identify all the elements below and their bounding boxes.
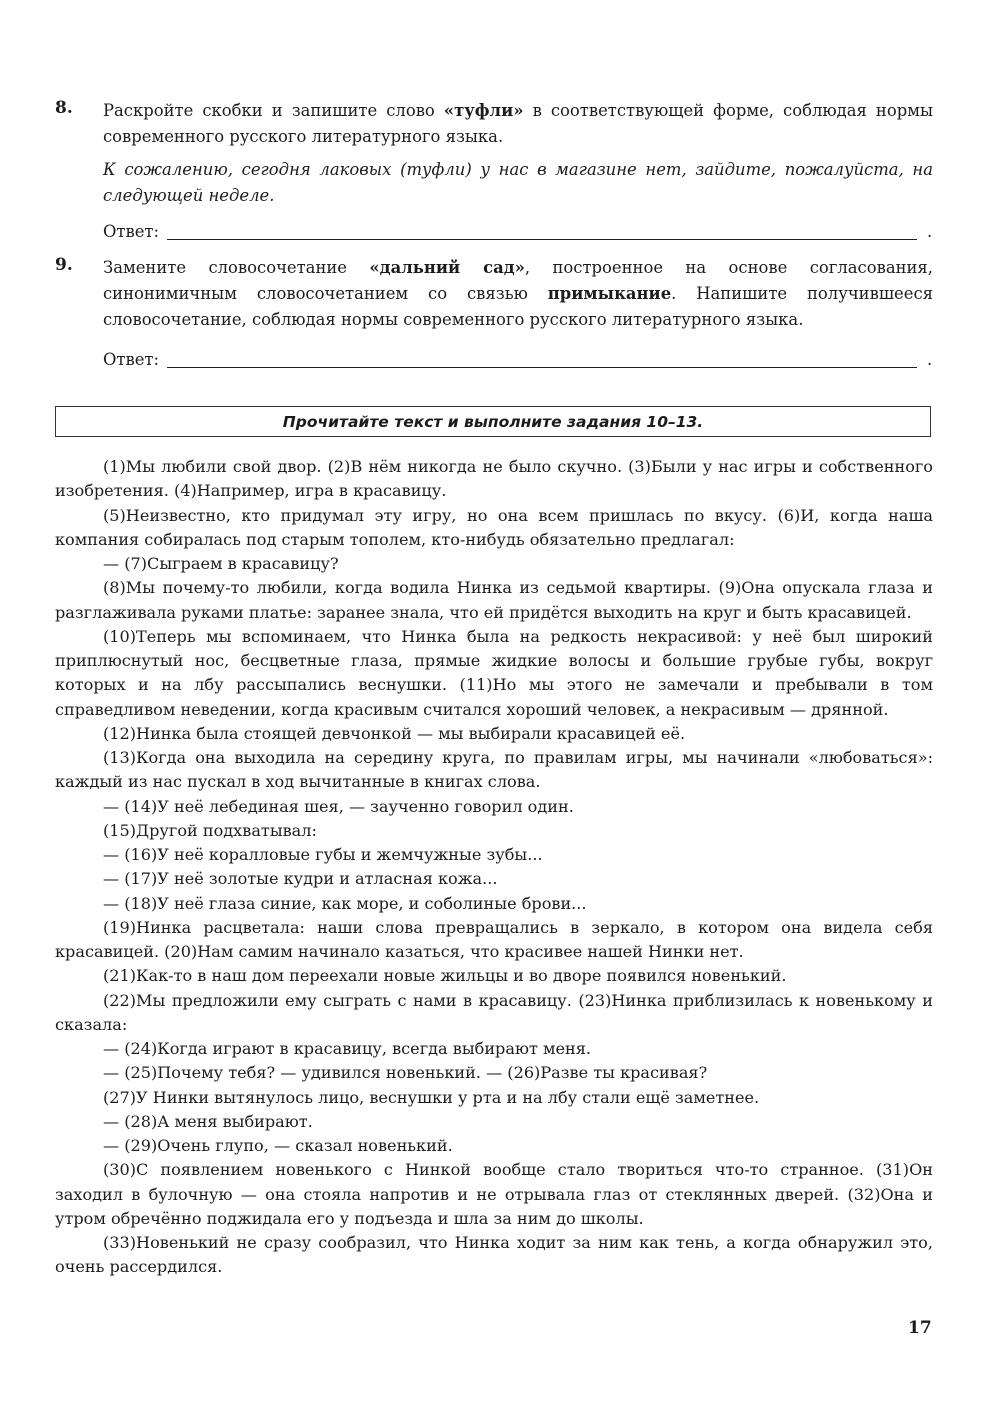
text-paragraph: (27)У Нинки вытянулось лицо, веснушки у рта и на лбу стали ещё заметнее.: [103, 1087, 760, 1107]
task-9-answer-row: [103, 347, 933, 373]
task-8-sentence: К сожалению, сегодня лаковых (туфли) у нас в магазине нет, зайдите, пожалуйста, на следующей неделе.: [103, 160, 933, 205]
task-8-answer-label: Ответ:: [103, 222, 160, 241]
task-8-question: [103, 98, 933, 150]
task-9-answer-end: .: [927, 350, 933, 369]
reading-instruction-banner: Прочитайте текст и выполните задания 10–13.: [55, 406, 931, 437]
task-9: [55, 255, 933, 373]
task-9-answer-field[interactable]: [167, 366, 917, 368]
task-9-question-part: Замените словосочетание: [103, 258, 370, 277]
task-9-question: [103, 255, 933, 333]
text-paragraph: — (28)А меня выбирают.: [103, 1111, 313, 1131]
text-paragraph: — (18)У неё глаза синие, как море, и соболиные брови...: [103, 893, 587, 913]
task-9-keyword: «дальний сад»: [369, 258, 525, 277]
text-paragraph: (8)Мы почему-то любили, когда водила Нинка из седьмой квартиры. (9)Она опускала глаза и разглаживала руками платье: заранее знала, что ей придётся выходить на круг и быть красавицей.: [55, 578, 933, 622]
text-paragraph: (21)Как-то в наш дом переехали новые жильцы и во дворе появился новенький.: [103, 966, 787, 986]
text-paragraph: (1)Мы любили свой двор. (2)В нём никогда не было скучно. (3)Были у нас игры и собственного изобретения. (4)Например, игра в красавицу.: [55, 457, 933, 501]
text-paragraph: — (16)У неё коралловые губы и жемчужные зубы...: [103, 845, 543, 864]
text-paragraph: — (29)Очень глупо, — сказал новенький.: [103, 1136, 453, 1155]
task-8-answer-row: [103, 219, 933, 245]
task-9-keyword: примыкание: [547, 284, 672, 303]
task-8-question-part: Раскройте скобки и запишите слово: [103, 101, 444, 120]
text-paragraph: (30)С появлением новенького с Нинкой вообще стало твориться что-то странное. (31)Он заходил в булочную — она стояла напротив и не отрывала глаз от стеклянных дверей. (32)Она и утром обречённо поджидала его у подъезда и шла за ним до школы.: [55, 1160, 933, 1228]
text-paragraph: — (7)Сыграем в красавицу?: [103, 554, 339, 573]
text-paragraph: (15)Другой подхватывал:: [103, 820, 317, 840]
task-8-question-part: в соответствующей форме, соблюдая нормы современного русского литературного языка.: [103, 101, 933, 146]
task-9-answer-label: Ответ:: [103, 350, 160, 369]
reading-text: [55, 455, 933, 1280]
text-paragraph: (12)Нинка была стоящей девчонкой — мы выбирали красавицей её.: [103, 723, 686, 743]
text-paragraph: — (25)Почему тебя? — удивился новенький. — (26)Разве ты красивая?: [103, 1063, 708, 1083]
text-paragraph: (10)Теперь мы вспоминаем, что Нинка была на редкость некрасивой: у неё был широкий приплюснутый нос, бесцветные глаза, прямые жидкие волосы и большие грубые губы, вокруг которых и на лбу рассыпались веснушки. (11)Но мы этого не замечали и пребывали в том справедливом неведении, когда красивым считался хороший человек, а некрасивым — дрянной.: [55, 626, 933, 719]
text-paragraph: (19)Нинка расцветала: наши слова превращались в зеркало, в котором она видела себя красавицей. (20)Нам самим начинало казаться, что красивее нашей Нинки нет.: [55, 917, 933, 961]
text-paragraph: — (14)У неё лебединая шея, — заученно говорил один.: [103, 796, 574, 816]
task-9-question-part: . Напишите получившееся словосочетание, соблюдая нормы современного русского литературного языка.: [103, 284, 933, 329]
text-paragraph: (5)Неизвестно, кто придумал эту игру, но она всем пришлась по вкусу. (6)И, когда наша компания собиралась под старым тополем, кто-нибудь обязательно предлагал:: [55, 505, 933, 549]
task-8-answer-end: .: [927, 222, 933, 241]
text-paragraph: — (24)Когда играют в красавицу, всегда выбирают меня.: [103, 1039, 592, 1058]
task-8: [55, 98, 933, 245]
text-paragraph: — (17)У неё золотые кудри и атласная кожа...: [103, 869, 498, 889]
text-paragraph: (13)Когда она выходила на середину круга, по правилам игры, мы начинали «любоваться»: каждый из нас пускал в ход вычитанные в книгах слова.: [55, 748, 933, 792]
task-8-keyword: «туфли»: [443, 101, 524, 120]
page-number: 17: [908, 1318, 932, 1338]
task-8-answer-field[interactable]: [167, 238, 917, 240]
task-8-number: 8.: [55, 98, 73, 118]
task-9-number: 9.: [55, 255, 73, 275]
text-paragraph: (22)Мы предложили ему сыграть с нами в красавицу. (23)Нинка приблизилась к новенькому и сказала:: [55, 990, 933, 1034]
task-9-question-part: , построенное на основе согласования, синонимичным словосочетанием со связью: [103, 258, 933, 303]
text-paragraph: (33)Новенький не сразу сообразил, что Нинка ходит за ним как тень, а когда обнаружил это, очень рассердился.: [55, 1233, 933, 1277]
